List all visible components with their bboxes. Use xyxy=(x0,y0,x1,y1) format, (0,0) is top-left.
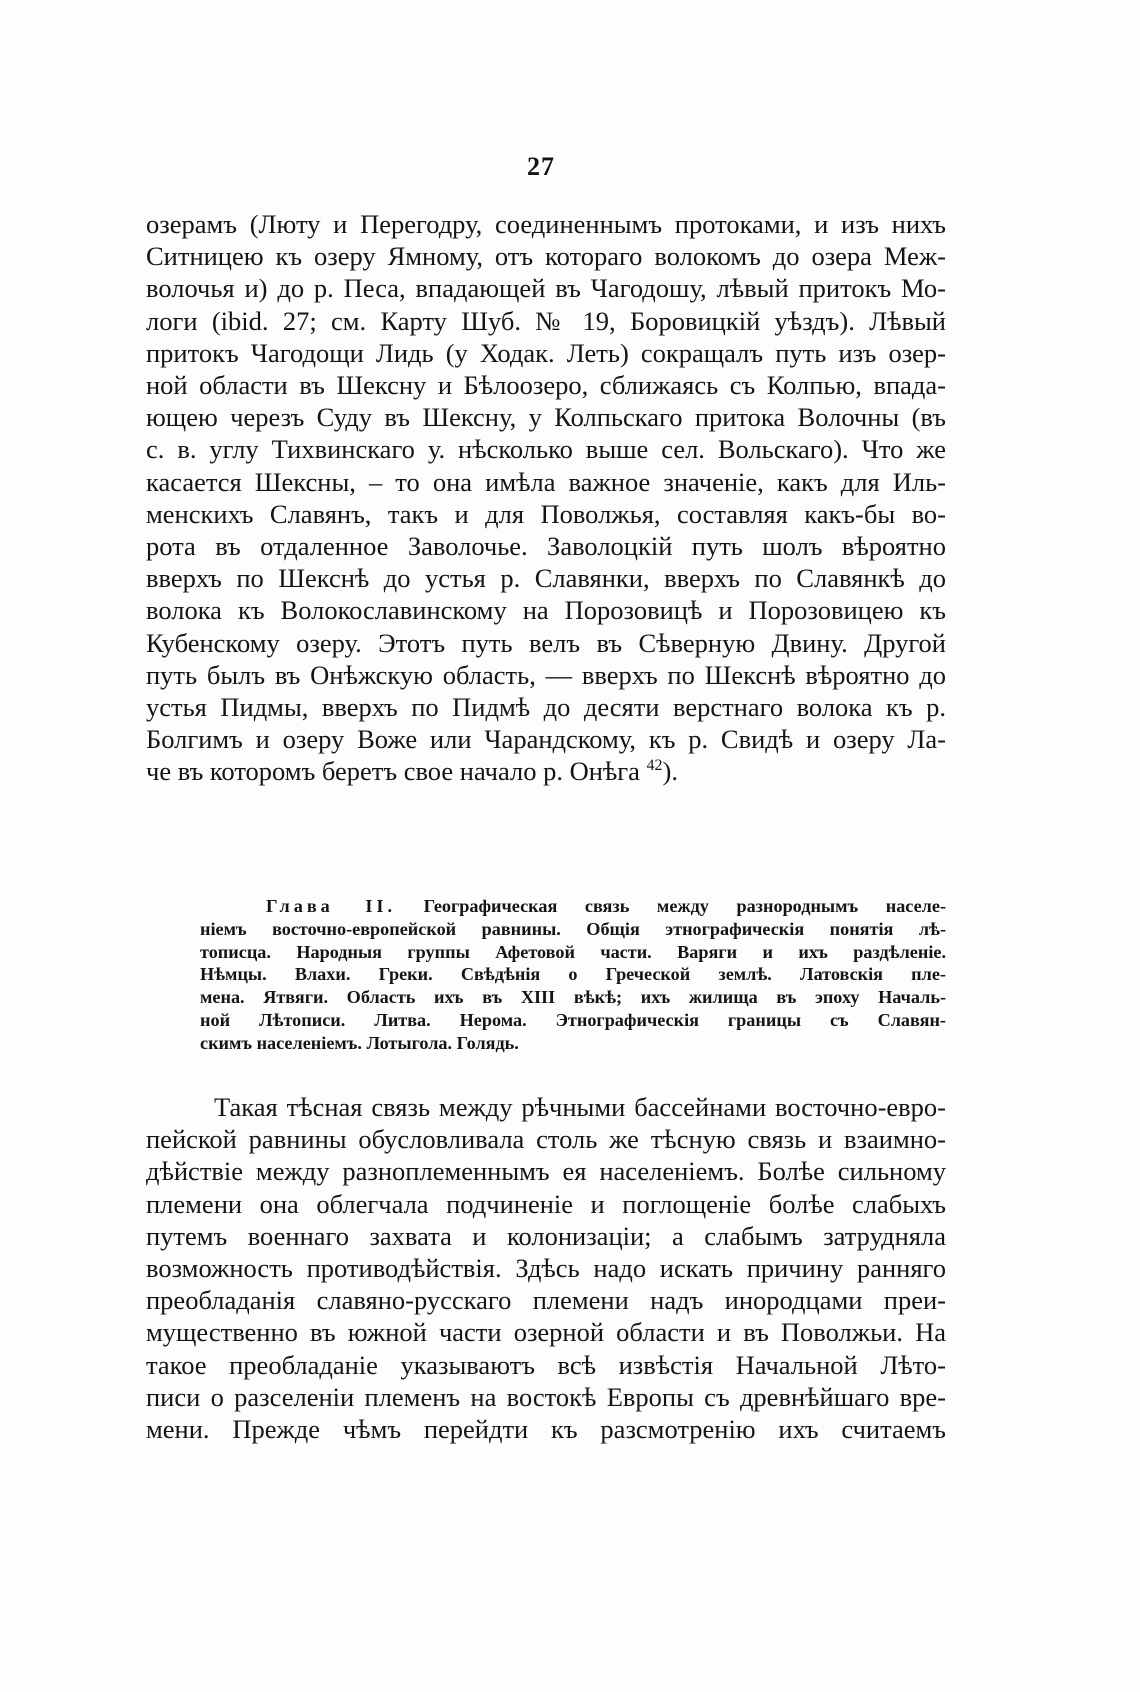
text-line: устья Пидмы, вверхъ по Пидмѣ до десяти верстнаго волока къ р. xyxy=(146,692,946,723)
text-line: путь былъ въ Онѣжскую область, — вверхъ по Шекснѣ вѣроятно до xyxy=(146,659,946,690)
text-line: Болгимъ и озеру Воже или Чарандскому, къ р. Свидѣ и озеру Ла- xyxy=(146,724,946,755)
text-line: менскихъ Славянъ, такъ и для Поволжья, составляя какъ-бы во- xyxy=(146,498,946,529)
text-line: такое преобладаніе указываютъ всѣ извѣстія Начальной Лѣто- xyxy=(146,1349,946,1380)
chapter-line: тописца. Народныя группы Афетовой части. Варяги и ихъ раздѣленіе. xyxy=(200,941,946,962)
chapter-line: Нѣмцы. Влахи. Греки. Свѣдѣнія о Греческой землѣ. Латовскія пле- xyxy=(200,964,946,985)
text-line: волока къ Волокославинскому на Порозовицѣ и Порозовицею къ xyxy=(146,595,946,626)
chapter-line: ніемъ восточно-европейской равнины. Общія этнографическія понятія лѣ- xyxy=(200,918,946,939)
chapter-line-text: Географическая связь между разнороднымъ населе- xyxy=(423,896,946,916)
chapter-line xyxy=(200,895,946,918)
text-line: с. в. углу Тихвинскаго у. нѣсколько выше сел. Вольскаго). Что же xyxy=(146,434,946,465)
chapter-label: Глава II. xyxy=(266,896,397,916)
text-line: Ситницею къ озеру Ямному, отъ котораго волокомъ до озера Меж- xyxy=(146,241,946,272)
text-line: вверхъ по Шекснѣ до устья р. Славянки, вверхъ по Славянкѣ до xyxy=(146,563,946,594)
text-line: притокъ Чагодощи Лидь (у Ходак. Леть) сокращалъ путь изъ озер- xyxy=(146,337,946,368)
text-line: возможность противодѣйствія. Здѣсь надо искать причину ранняго xyxy=(146,1253,946,1284)
page-number: 27 xyxy=(527,152,555,181)
text-line: мущественно въ южной части озерной области и въ Поволжьи. На xyxy=(146,1317,946,1348)
text-line: рота въ отдаленное Заволочье. Заволоцкій путь шолъ вѣроятно xyxy=(146,531,946,562)
footnote-reference: 42 xyxy=(646,757,663,775)
text-line: касается Шексны, – то она имѣла важное значеніе, какъ для Иль- xyxy=(146,466,946,497)
chapter-line: мена. Ятвяги. Область ихъ въ XIII вѣкѣ; ихъ жилища въ эпоху Началь- xyxy=(200,987,946,1008)
text-line: ной области въ Шексну и Бѣлоозеро, сближаясь съ Колпью, впада- xyxy=(146,370,946,401)
chapter-line: ной Лѣтописи. Литва. Нерома. Этнографическія границы съ Славян- xyxy=(200,1009,946,1030)
paragraph-2 xyxy=(146,1091,946,1445)
text-line: дѣйствіе между разноплеменнымъ ея населеніемъ. Болѣе сильному xyxy=(146,1156,946,1187)
chapter-summary xyxy=(200,895,946,1055)
text-line: преобладанія славяно-русскаго племени надъ инородцами преи- xyxy=(146,1285,946,1316)
text-line: пейской равнины обусловливала столь же тѣсную связь и взаимно- xyxy=(146,1124,946,1155)
text-line: логи (ibid. 27; см. Карту Шуб. № 19, Боровицкій уѣздъ). Лѣвый xyxy=(146,305,946,336)
text-line: Такая тѣсная связь между рѣчными бассейнами восточно-евро- xyxy=(214,1092,946,1122)
chapter-line: скимъ населеніемъ. Лотыгола. Голядь. xyxy=(200,1032,519,1053)
paragraph-1 xyxy=(146,208,946,788)
text-line: озерамъ (Люту и Перегодру, соединеннымъ протоками, и изъ нихъ xyxy=(146,209,946,239)
text-line: писи о разселеніи племенъ на востокѣ Европы съ древнѣйшаго вре- xyxy=(146,1381,946,1412)
text-line: ющею черезъ Суду въ Шексну, у Колпьскаго притока Волочны (въ xyxy=(146,402,946,433)
text-line-end: ). xyxy=(662,756,678,787)
text-line: Кубенскому озеру. Этотъ путь велъ въ Сѣверную Двину. Другой xyxy=(146,627,946,658)
text-line: путемъ военнаго захвата и колонизаціи; а слабымъ затрудняла xyxy=(146,1220,946,1251)
text-line: племени она облегчала подчиненіе и поглощеніе болѣе слабыхъ xyxy=(146,1188,946,1219)
text-line: волочья и) до р. Песа, впадающей въ Чагодошу, лѣвый притокъ Мо- xyxy=(146,273,946,304)
text-line-last xyxy=(146,755,946,787)
text-line: мени. Прежде чѣмъ перейдти къ разсмотренію ихъ считаемъ xyxy=(146,1414,946,1445)
text-line-content: че въ которомъ беретъ свое начало р. Онѣга xyxy=(146,756,640,787)
